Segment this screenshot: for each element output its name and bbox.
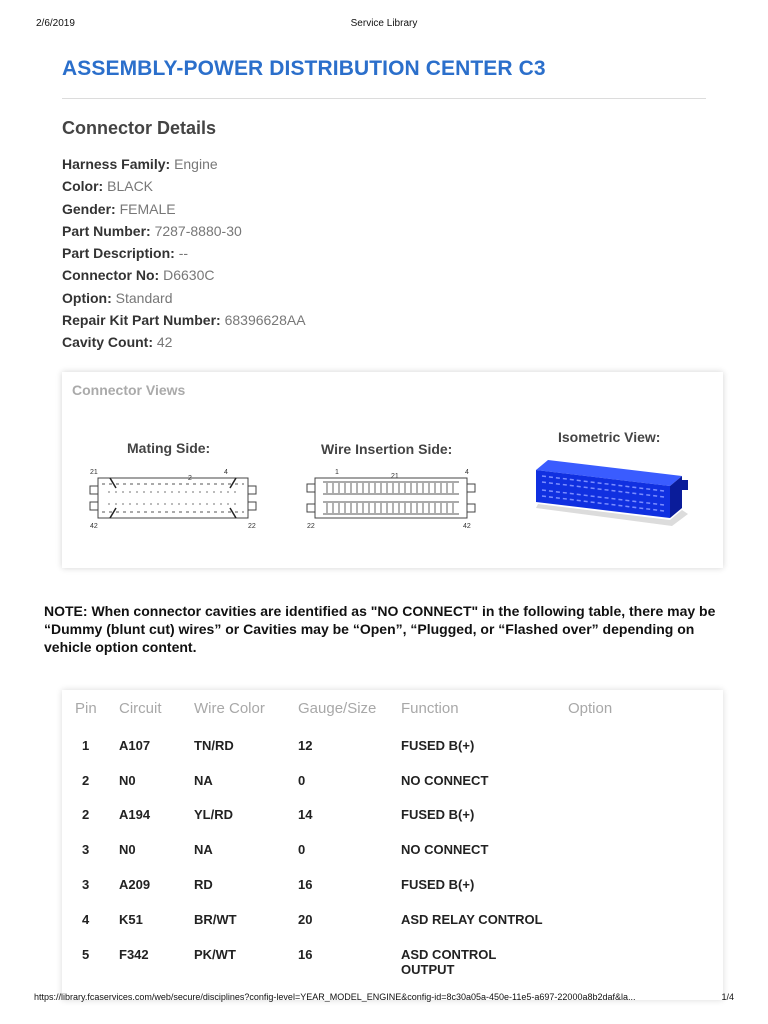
detail-label: Cavity Count: xyxy=(62,334,153,351)
isometric-view-label: Isometric View: xyxy=(558,429,661,445)
wire-pin-4: 4 xyxy=(465,469,469,476)
detail-repair-kit xyxy=(62,310,306,332)
cell-pin: 2 xyxy=(82,773,90,788)
cell-wire-color: PK/WT xyxy=(194,947,236,962)
detail-label: Connector No: xyxy=(62,267,160,284)
cell-function: FUSED B(+) xyxy=(401,877,475,892)
mating-pin-2: 2 xyxy=(188,475,192,482)
print-footer xyxy=(34,992,734,1006)
cell-gauge: 14 xyxy=(298,807,313,822)
detail-option xyxy=(62,288,306,310)
detail-harness-family xyxy=(62,154,306,176)
print-site-title: Service Library xyxy=(350,18,418,29)
connector-views-title: Connector Views xyxy=(72,382,186,398)
detail-connector-no xyxy=(62,265,306,287)
cell-wire-color: RD xyxy=(194,877,213,892)
cell-circuit: K51 xyxy=(119,912,143,927)
cell-function: FUSED B(+) xyxy=(401,738,475,753)
detail-value: FEMALE xyxy=(119,200,176,217)
detail-label: Harness Family: xyxy=(62,156,171,172)
cell-wire-color: BR/WT xyxy=(194,912,237,927)
isometric-view-image[interactable] xyxy=(532,456,692,528)
cell-wire-color: TN/RD xyxy=(194,738,234,753)
detail-value: Standard xyxy=(115,289,173,306)
detail-part-number xyxy=(62,221,306,243)
col-header-pin[interactable]: Pin xyxy=(75,700,97,717)
cell-wire-color: NA xyxy=(194,773,213,788)
cell-gauge: 0 xyxy=(298,773,306,788)
detail-label: Part Description: xyxy=(62,245,175,262)
cell-gauge: 20 xyxy=(298,912,313,927)
connector-details xyxy=(62,154,306,355)
mating-pin-4: 4 xyxy=(224,469,228,476)
detail-cavity-count xyxy=(62,332,306,354)
col-header-function[interactable]: Function xyxy=(401,700,459,717)
connector-views-card xyxy=(62,372,723,568)
cell-function: FUSED B(+) xyxy=(401,807,475,822)
cell-pin: 1 xyxy=(82,738,90,753)
cell-wire-color: NA xyxy=(194,842,213,857)
cell-gauge: 12 xyxy=(298,738,313,753)
print-header xyxy=(36,18,732,32)
detail-label: Repair Kit Part Number: xyxy=(62,312,221,329)
title-divider xyxy=(62,98,706,99)
cell-circuit: N0 xyxy=(119,842,136,857)
page-url[interactable]: https://library.fcaservices.com/web/secure/disciplines?config-level=YEAR_MODEL_ENGINE&config-id=8c30a05a-450e-11e5-a697-22000a8b2daf&la... xyxy=(34,992,636,1002)
wire-pin-1: 1 xyxy=(335,469,339,476)
cell-gauge: 0 xyxy=(298,842,306,857)
detail-label: Gender: xyxy=(62,200,116,217)
print-date: 2/6/2019 xyxy=(36,18,75,29)
detail-value: BLACK xyxy=(107,178,154,195)
detail-value: 7287-8880-30 xyxy=(154,222,242,239)
col-header-wire-color[interactable]: Wire Color xyxy=(194,700,265,717)
cell-pin: 3 xyxy=(82,877,90,892)
wire-insertion-label: Wire Insertion Side: xyxy=(321,441,453,457)
wire-insertion-diagram[interactable] xyxy=(305,466,481,530)
col-header-gauge[interactable]: Gauge/Size xyxy=(298,700,377,717)
mating-pin-22: 22 xyxy=(248,523,256,530)
cell-gauge: 16 xyxy=(298,877,313,892)
cell-pin: 4 xyxy=(82,912,90,927)
detail-value: Engine xyxy=(174,156,218,172)
cell-circuit: F342 xyxy=(119,947,149,962)
detail-color xyxy=(62,176,306,198)
cell-function: ASD CONTROL OUTPUT xyxy=(401,947,497,977)
pinout-table xyxy=(62,690,723,1000)
mating-side-label: Mating Side: xyxy=(127,440,211,456)
cell-circuit: A209 xyxy=(119,877,151,892)
detail-value: D6630C xyxy=(163,267,215,284)
cell-circuit: N0 xyxy=(119,773,136,788)
mating-side-diagram[interactable] xyxy=(88,466,262,530)
col-header-option[interactable]: Option xyxy=(568,700,613,717)
cell-pin: 3 xyxy=(82,842,90,857)
section-title: Connector Details xyxy=(62,118,217,138)
detail-label: Color: xyxy=(62,178,104,195)
detail-gender xyxy=(62,199,306,221)
wire-pin-42: 42 xyxy=(463,523,471,530)
cell-circuit: A107 xyxy=(119,738,151,753)
detail-value: 68396628AA xyxy=(224,312,306,329)
mating-pin-42: 42 xyxy=(90,523,98,530)
detail-label: Option: xyxy=(62,289,112,306)
cell-wire-color: YL/RD xyxy=(194,807,233,822)
cell-circuit: A194 xyxy=(119,807,151,822)
wire-pin-21: 21 xyxy=(391,473,399,480)
detail-part-description xyxy=(62,243,306,265)
cell-pin: 2 xyxy=(82,807,90,822)
cell-function: NO CONNECT xyxy=(401,773,489,788)
detail-value: 42 xyxy=(156,334,173,351)
detail-label: Part Number: xyxy=(62,222,151,239)
cell-pin: 5 xyxy=(82,947,90,962)
no-connect-note: NOTE: When connector cavities are identified as "NO CONNECT" in the following table, there may be “Dummy (blunt cut) wires” or Cavities may be “Open”, “Plugged, or “Flashed over” depending on vehicle option content. xyxy=(44,603,716,655)
wire-pin-22: 22 xyxy=(307,523,315,530)
col-header-circuit[interactable]: Circuit xyxy=(119,700,162,717)
mating-pin-21: 21 xyxy=(90,469,98,476)
cell-function: NO CONNECT xyxy=(401,842,489,857)
page-title: ASSEMBLY-POWER DISTRIBUTION CENTER C3 xyxy=(62,57,546,80)
detail-value: -- xyxy=(178,245,189,262)
cell-gauge: 16 xyxy=(298,947,313,962)
page-number: 1/4 xyxy=(721,992,734,1002)
cell-function: ASD RELAY CONTROL xyxy=(401,912,543,927)
